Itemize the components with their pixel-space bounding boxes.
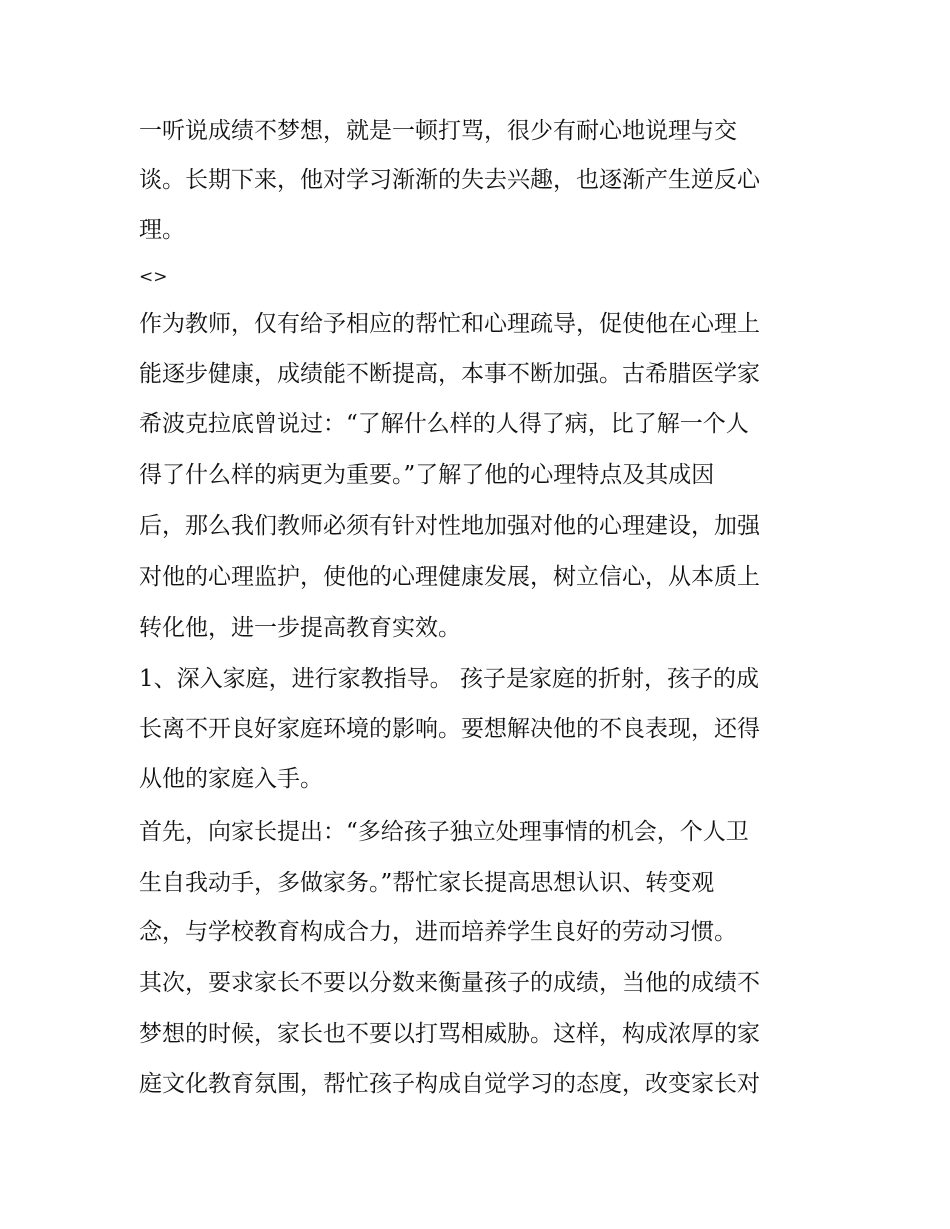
text-line: 作为教师，仅有给予相应的帮忙和心理疏导，促使他在心理上 [139,311,760,337]
text-line: 理。 [139,217,185,243]
text-line: 转化他，进一步提高教育实效。 [139,615,461,641]
text-line: 念，与学校教育构成合力，进而培养学生良好的劳动习惯。 [139,919,737,945]
text-line: 1、深入家庭，进行家教指导。 孩子是家庭的折射，孩子的成 [139,666,759,692]
text-line: 得了什么样的病更为重要。”了解了他的心理特点及其成因 [139,462,715,488]
text-line: 能逐步健康，成绩能不断提高，本事不断加强。古希腊医学家 [139,361,760,387]
text-line: 从他的家庭入手。 [139,766,323,792]
text-line: 对他的心理监护，使他的心理健康发展，树立信心，从本质上 [139,564,760,590]
text-line: 希波克拉底曾说过：“了解什么样的人得了病，比了解一个人 [139,411,749,437]
text-line: 首先，向家长提出：“多给孩子独立处理事情的机会，个人卫 [139,819,749,845]
text-line: 长离不开良好家庭环境的影响。要想解决他的不良表现，还得 [139,716,760,742]
text-line: 后，那么我们教师必须有针对性地加强对他的心理建设，加强 [139,513,760,539]
text-line: 谈。长期下来，他对学习渐渐的失去兴趣，也逐渐产生逆反心 [139,167,760,193]
text-line: 一听说成绩不梦想，就是一顿打骂，很少有耐心地说理与交 [139,118,737,144]
text-line: 生自我动手，多做家务。”帮忙家长提高思想认识、转变观 [139,870,715,896]
placeholder-marker: <> [139,267,168,287]
text-line: 梦想的时候，家长也不要以打骂相威胁。这样，构成浓厚的家 [139,1021,760,1047]
text-line: 其次，要求家长不要以分数来衡量孩子的成绩，当他的成绩不 [139,970,760,996]
text-line: 庭文化教育氛围，帮忙孩子构成自觉学习的态度，改变家长对 [139,1071,760,1097]
